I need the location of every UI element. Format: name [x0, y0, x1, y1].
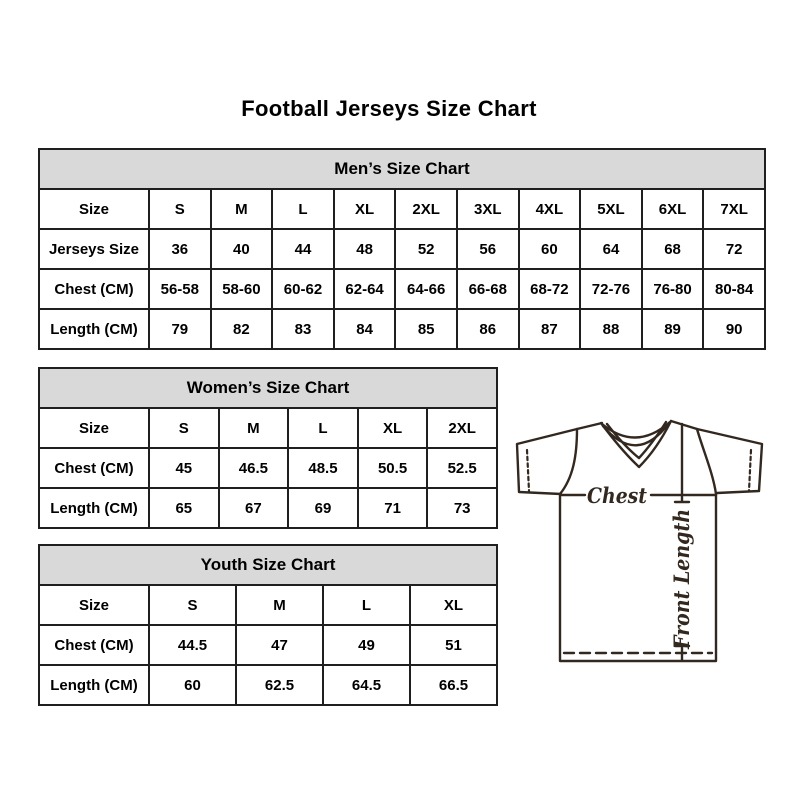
womens-size-table-title: Women’s Size Chart	[39, 368, 497, 408]
row-label-cell: Chest (CM)	[39, 625, 149, 665]
value-cell: 68-72	[519, 269, 581, 309]
value-cell: 52	[395, 229, 457, 269]
value-cell: 60	[149, 665, 236, 705]
value-cell: 47	[236, 625, 323, 665]
youth-size-table	[38, 544, 498, 706]
value-cell: L	[288, 408, 358, 448]
row-label-cell: Length (CM)	[39, 309, 149, 349]
chest-label: Chest	[587, 483, 648, 508]
value-cell: 67	[219, 488, 289, 528]
value-cell: 79	[149, 309, 211, 349]
value-cell: 50.5	[358, 448, 428, 488]
mens-size-table	[38, 148, 766, 350]
value-cell: 66.5	[410, 665, 497, 705]
value-cell: 86	[457, 309, 519, 349]
value-cell: 40	[211, 229, 273, 269]
value-cell: 49	[323, 625, 410, 665]
table-row	[39, 448, 497, 488]
value-cell: 68	[642, 229, 704, 269]
jersey-collar-inner-v	[607, 422, 666, 458]
value-cell: 44	[272, 229, 334, 269]
row-label-cell: Size	[39, 189, 149, 229]
value-cell: 58-60	[211, 269, 273, 309]
value-cell: S	[149, 189, 211, 229]
womens-size-table	[38, 367, 498, 529]
value-cell: 88	[580, 309, 642, 349]
value-cell: 85	[395, 309, 457, 349]
row-label-cell: Chest (CM)	[39, 448, 149, 488]
value-cell: 56	[457, 229, 519, 269]
value-cell: 90	[703, 309, 765, 349]
value-cell: 45	[149, 448, 219, 488]
value-cell: XL	[358, 408, 428, 448]
page-title: Football Jerseys Size Chart	[241, 96, 537, 121]
value-cell: 66-68	[457, 269, 519, 309]
value-cell: 69	[288, 488, 358, 528]
value-cell: 51	[410, 625, 497, 665]
jersey-left-armhole	[560, 429, 577, 494]
jersey-right-sleeve-dotted-line	[749, 450, 751, 491]
value-cell: 44.5	[149, 625, 236, 665]
value-cell: M	[219, 408, 289, 448]
value-cell: XL	[410, 585, 497, 625]
value-cell: L	[272, 189, 334, 229]
jersey-measurement-diagram	[500, 412, 770, 668]
value-cell: 6XL	[642, 189, 704, 229]
value-cell: 87	[519, 309, 581, 349]
row-label-cell: Size	[39, 408, 149, 448]
value-cell: 82	[211, 309, 273, 349]
value-cell: S	[149, 408, 219, 448]
table-row	[39, 269, 765, 309]
row-label-cell: Size	[39, 585, 149, 625]
value-cell: 73	[427, 488, 497, 528]
table-row	[39, 665, 497, 705]
front-length-label: Front Length	[669, 494, 694, 649]
value-cell: 52.5	[427, 448, 497, 488]
value-cell: 89	[642, 309, 704, 349]
value-cell: 72-76	[580, 269, 642, 309]
table-row	[39, 625, 497, 665]
table-row	[39, 309, 765, 349]
value-cell: 72	[703, 229, 765, 269]
value-cell: XL	[334, 189, 396, 229]
mens-size-table-title: Men’s Size Chart	[39, 149, 765, 189]
value-cell: 48.5	[288, 448, 358, 488]
row-label-cell: Chest (CM)	[39, 269, 149, 309]
table-row	[39, 408, 497, 448]
value-cell: M	[236, 585, 323, 625]
jersey-diagram-svg	[500, 412, 770, 668]
table-row	[39, 229, 765, 269]
value-cell: 76-80	[642, 269, 704, 309]
jersey-left-sleeve-dotted-line	[527, 450, 529, 491]
youth-size-table-title: Youth Size Chart	[39, 545, 497, 585]
value-cell: 56-58	[149, 269, 211, 309]
value-cell: 60	[519, 229, 581, 269]
value-cell: 7XL	[703, 189, 765, 229]
value-cell: 64	[580, 229, 642, 269]
value-cell: M	[211, 189, 273, 229]
jersey-outline	[517, 421, 762, 661]
value-cell: 48	[334, 229, 396, 269]
value-cell: 80-84	[703, 269, 765, 309]
value-cell: 64.5	[323, 665, 410, 705]
value-cell: 36	[149, 229, 211, 269]
table-row	[39, 488, 497, 528]
value-cell: 84	[334, 309, 396, 349]
row-label-cell: Length (CM)	[39, 488, 149, 528]
value-cell: 60-62	[272, 269, 334, 309]
row-label-cell: Jerseys Size	[39, 229, 149, 269]
value-cell: 2XL	[427, 408, 497, 448]
value-cell: 2XL	[395, 189, 457, 229]
value-cell: 83	[272, 309, 334, 349]
jersey-right-sleeve	[671, 421, 762, 493]
value-cell: S	[149, 585, 236, 625]
value-cell: 62.5	[236, 665, 323, 705]
value-cell: 46.5	[219, 448, 289, 488]
value-cell: 65	[149, 488, 219, 528]
table-row	[39, 189, 765, 229]
value-cell: 4XL	[519, 189, 581, 229]
jersey-right-armhole	[697, 429, 716, 494]
value-cell: 5XL	[580, 189, 642, 229]
value-cell: 3XL	[457, 189, 519, 229]
value-cell: L	[323, 585, 410, 625]
value-cell: 62-64	[334, 269, 396, 309]
value-cell: 64-66	[395, 269, 457, 309]
row-label-cell: Length (CM)	[39, 665, 149, 705]
value-cell: 71	[358, 488, 428, 528]
table-row	[39, 585, 497, 625]
